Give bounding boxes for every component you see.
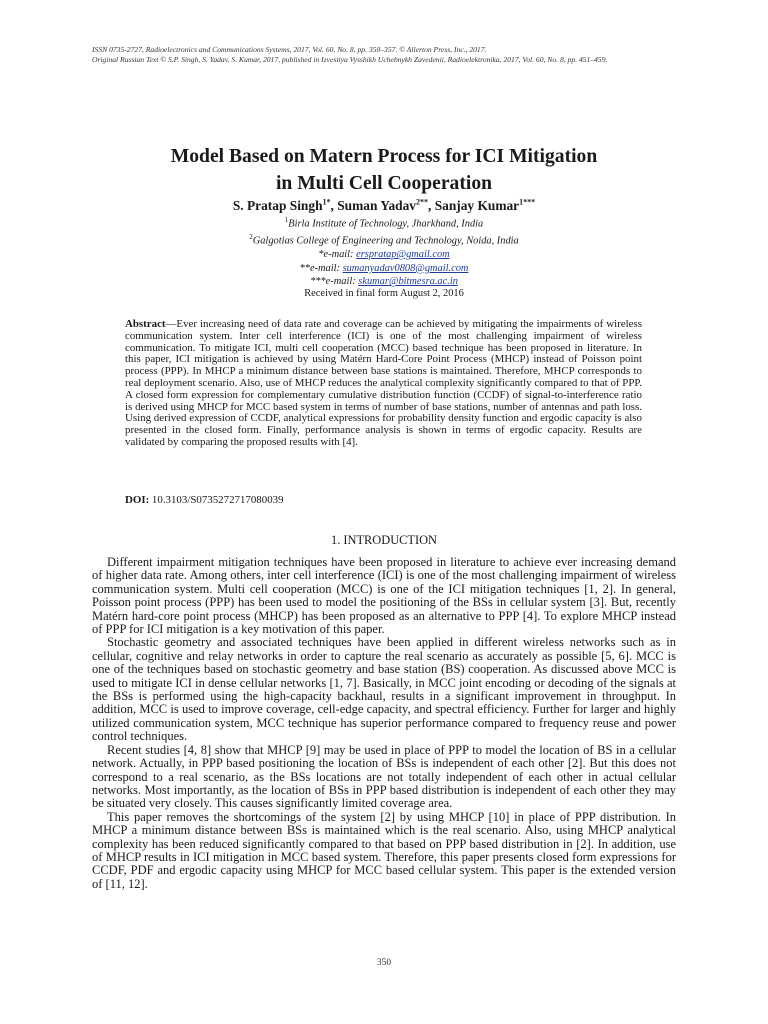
author-name: Sanjay Kumar xyxy=(434,198,520,213)
paragraph: This paper removes the shortcomings of the system [2] by using MHCP [10] in place of PPP distribution. In MHCP a minimum distance between BSs is maintained which is the real scenario. Also, using MHCP analytical complexity has been reduced significantly compared to that based on PPP based distribution in [2]. In addition, use of MHCP results in ICI mitigation in MCC based system. Therefore, this paper presents closed form expressions for CCDF, PDF and ergodic capacity using MHCP for MCC based cellular system. This paper is the extended version of [11, 12]. xyxy=(92,809,676,891)
email-prefix: *e-mail: xyxy=(318,249,357,261)
abstract xyxy=(125,319,642,449)
author-separator: , xyxy=(330,198,338,213)
doi-value: 10.3103/S0735272717080039 xyxy=(149,494,284,506)
paper-title xyxy=(92,143,676,197)
email-prefix: ***e-mail: xyxy=(310,276,359,288)
paragraph: Different impairment mitigation techniques have been proposed in literature to achieve ever increasing demand of higher data rate. Among others, inter cell interference (ICI) is one of the most challenging impairment of wireless communication system. Multi cell cooperation (MCC) is one of the ICI mitigation techniques [1, 2]. In general, Poisson point process (PPP) has been used to model the positioning of the BSs in cellular system [3]. But, recently Matérn hard-core point process (MHCP) has been proposed as an alternative to PPP [4]. To explore MHCP instead of PPP for ICI mitigation is a key motivation of this paper. xyxy=(92,555,676,637)
email-line-1 xyxy=(92,248,676,262)
doi xyxy=(125,494,284,507)
email-line-2 xyxy=(92,262,676,276)
header-line-2: Original Russian Text © S.P. Singh, S. Yadav, S. Kumar, 2017, published in Izvestiya Vysshikh Uchebnykh Zavedenii, Radioelektronika, 2017, Vol. 60, No. 8, pp. 451–459. xyxy=(92,55,608,64)
author-separator: , xyxy=(427,198,435,213)
email-link[interactable]: skumar@bitmesra.ac.in xyxy=(358,276,458,288)
paragraph: Recent studies [4, 8] show that MHCP [9] may be used in place of PPP to model the location of BS in a cellular network. Actually, in PPP based positioning the location of BSs is independent of each other [2]. But this does not correspond to a real scenario, as the BSs locations are not totally independent of each other in actual cellular networks. Most importantly, as the location of BSs in PPP based distribution is independent of each other they may be situated very closely. This causes significantly limited coverage area. xyxy=(92,742,676,811)
affiliation-name: Galgotias College of Engineering and Technology, Noida, India xyxy=(252,235,519,247)
title-line-2: in Multi Cell Cooperation xyxy=(275,173,493,194)
section-heading-introduction: 1. INTRODUCTION xyxy=(331,533,437,547)
affiliations xyxy=(92,214,676,289)
email-link[interactable]: sumanyadav0808@gmail.com xyxy=(342,262,469,274)
affiliation-2 xyxy=(92,231,676,248)
email-prefix: **e-mail: xyxy=(299,262,343,274)
abstract-label: Abstract xyxy=(125,318,166,330)
abstract-text: —Ever increasing need of data rate and coverage can be achieved by mitigating the impairments of wireless communication system. Inter cell interference (ICI) is one of the most challenging impairment of wireless communication. To mitigate ICI, multi cell cooperation (MCC) based technique has been proposed in literature. In this paper, ICI mitigation is achieved by using Matérn Hard-Core Point Process (MHCP) instead of Poisson point process (PPP). In MHCP a minimum distance between base stations is maintained. Therefore, MHCP corresponds to real deployment scenario. Also, use of MHCP reduces the analytical complexity significantly compared to that of PPP. A closed form expression for complementary cumulative distribution function (CCDF) of signal-to-interference ratio is derived using MHCP for MCC based system in terms of number of base stations, number of antennas and path loss. Using derived expression of CCDF, analytical expressions for probability density function and ergodic capacity is also presented in the closed form. Finally, performance analysis is shown in terms of ergodic capacity. Results are validated by comparing the proposed results with [4]. xyxy=(125,318,642,448)
author-affiliation-mark: 2** xyxy=(415,197,428,207)
title-line-1: Model Based on Matern Process for ICI Mitigation xyxy=(170,146,598,167)
affiliation-name: Birla Institute of Technology, Jharkhand, India xyxy=(288,218,484,230)
doi-label: DOI: xyxy=(125,494,150,506)
affiliation-number: 1 xyxy=(284,216,289,224)
author-name: Suman Yadav xyxy=(337,198,416,213)
author-name: S. Pratap Singh xyxy=(232,198,323,213)
author-list xyxy=(92,198,676,214)
affiliation-1 xyxy=(92,214,676,231)
affiliation-number: 2 xyxy=(249,233,253,242)
email-link[interactable]: erspratap@gmail.com xyxy=(356,249,450,261)
introduction-body xyxy=(92,556,676,891)
author-affiliation-mark: 1*** xyxy=(519,197,536,207)
journal-header-note xyxy=(92,45,672,65)
received-date: Received in final form August 2, 2016 xyxy=(304,288,464,299)
header-line-1: ISSN 0735-2727, Radioelectronics and Communications Systems, 2017, Vol. 60, No. 8, pp. 350–357. © Allerton Press, Inc., 2017. xyxy=(92,45,487,54)
page-number: 350 xyxy=(376,958,392,968)
paragraph: Stochastic geometry and associated techniques have been applied in different wireless networks such as in cellular, cognitive and relay networks in order to capture the real scenario as accurately as possible [5, 6]. MCC is one of the techniques based on stochastic geometry and base station (BS) cooperation. As discussed above MCC is used to mitigate ICI in dense cellular networks [1, 7]. Basically, in MCC joint encoding or decoding of the signals at the BSs is performed using the high-capacity backhaul, results in a significant improvement in throughput. In addition, MCC is used to improve coverage, cell-edge capacity, and spectral efficiency. Further for larger and highly utilized communication system, MCC technique has superior performance compared to frequency reuse and power control techniques. xyxy=(92,635,676,744)
author-affiliation-mark: 1* xyxy=(322,197,331,207)
